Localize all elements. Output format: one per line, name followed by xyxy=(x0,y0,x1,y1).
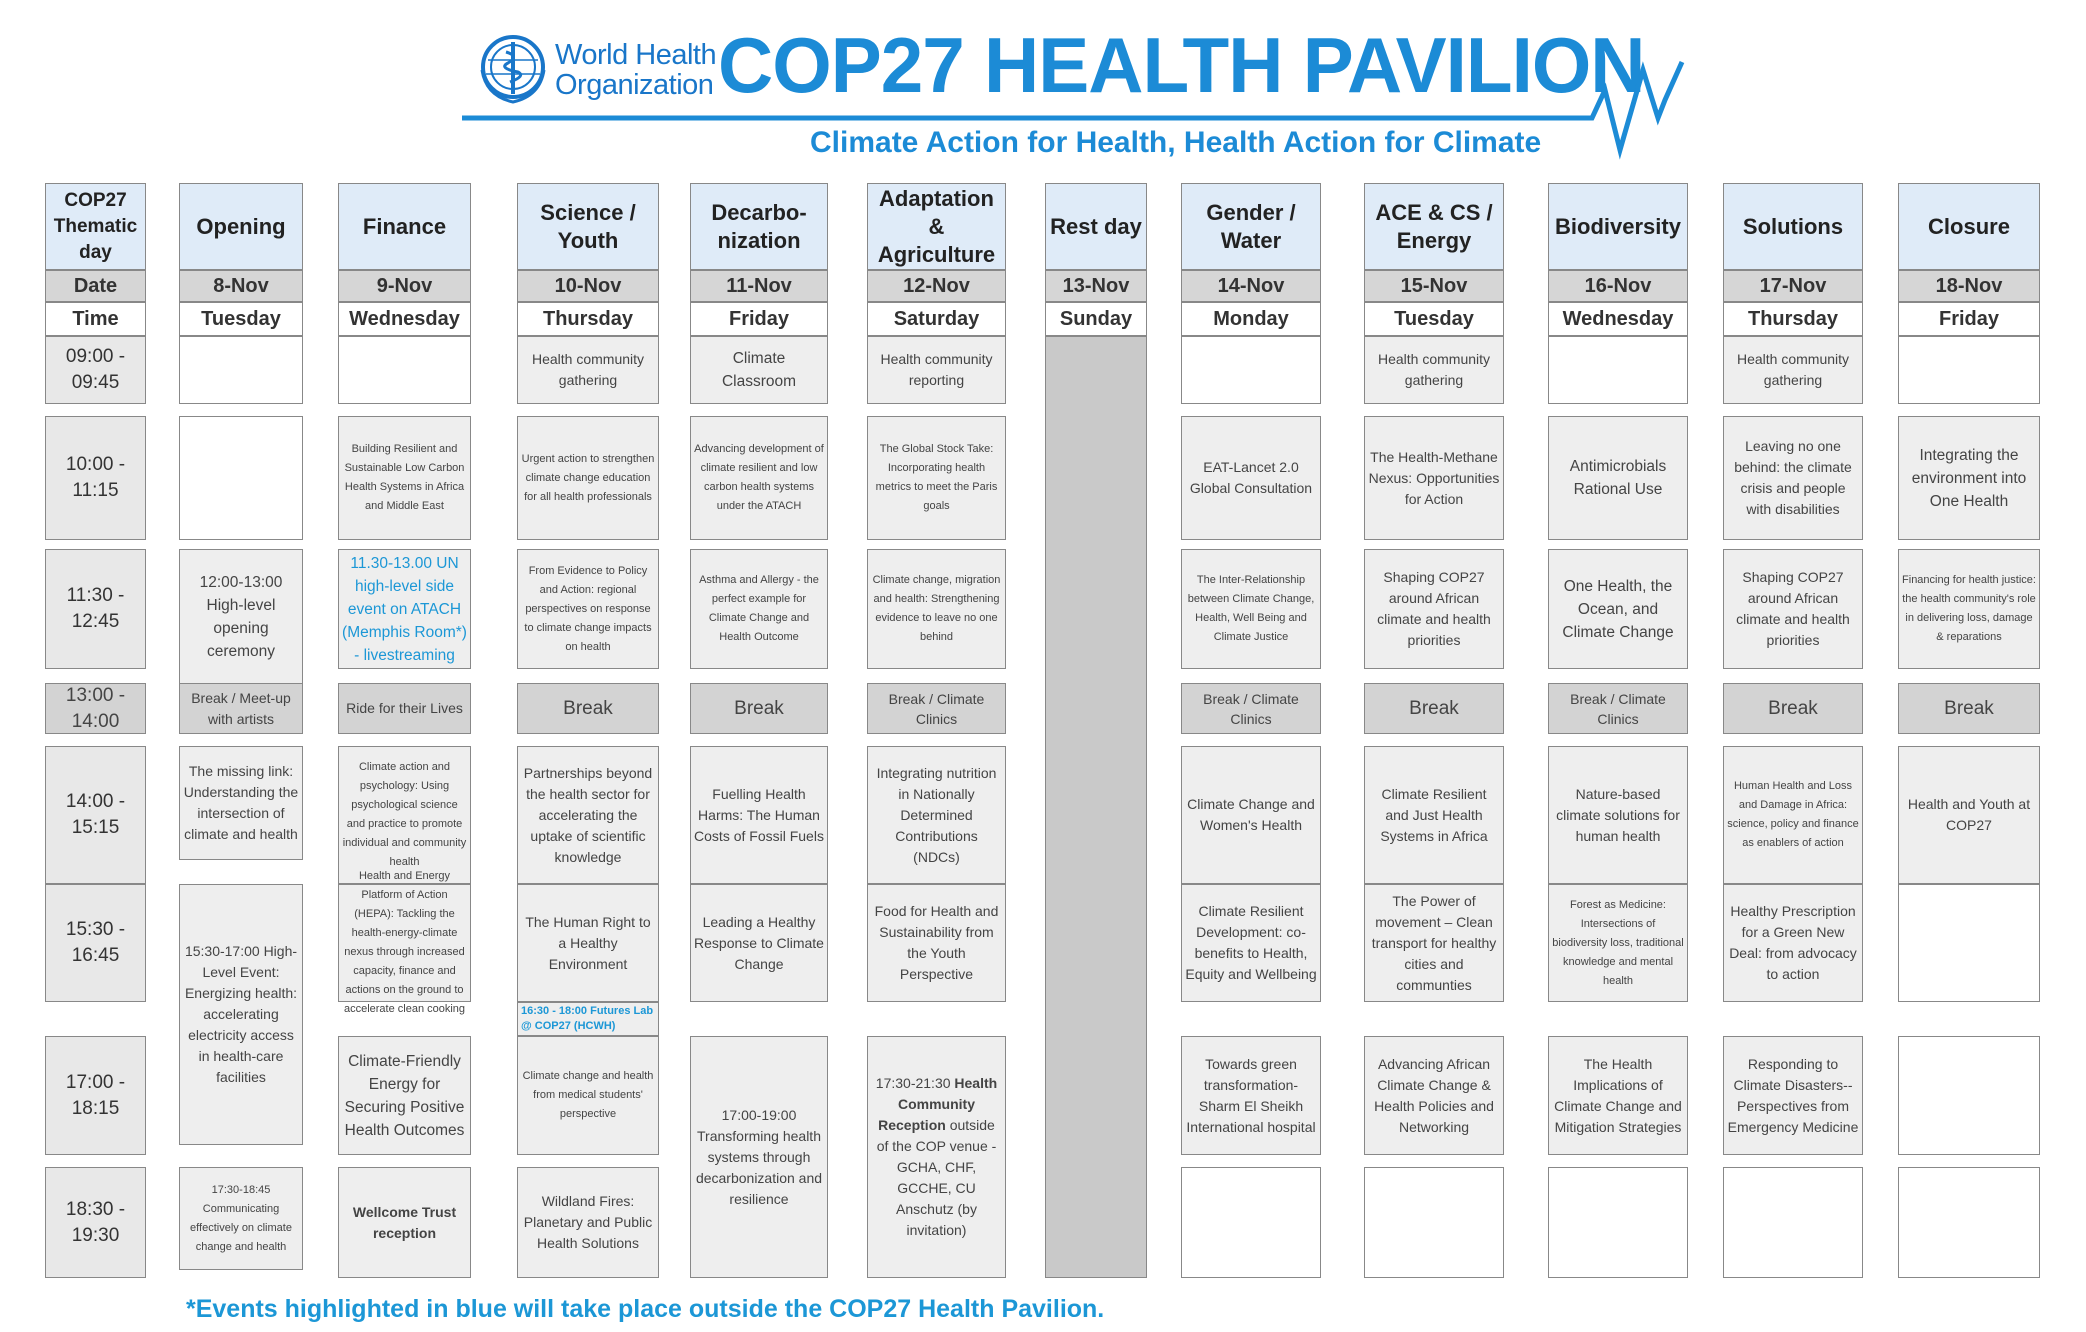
cell-text: Human Health and Loss and Damage in Africa: science, policy and finance as enablers of action xyxy=(1727,780,1859,849)
cell-text: Responding to Climate Disasters-- Perspectives from Emergency Medicine xyxy=(1727,1055,1859,1135)
event-d17-s7[interactable] xyxy=(1723,1036,1863,1155)
event-d10-s6b[interactable] xyxy=(517,1002,659,1036)
day-theme-d16 xyxy=(1548,183,1688,270)
cell-text: 13-Nov xyxy=(1062,274,1130,297)
empty-slot-d9-s1 xyxy=(338,336,471,404)
day-weekday-d18 xyxy=(1898,302,2040,336)
event-d12-s1[interactable] xyxy=(867,336,1006,404)
event-d12-s2[interactable] xyxy=(867,416,1006,540)
day-weekday-d15 xyxy=(1364,302,1504,336)
cell-text: Friday xyxy=(1938,307,2000,330)
cell-text: Integrating the environment into One Health xyxy=(1911,446,2027,510)
event-d12-s3[interactable] xyxy=(867,549,1006,669)
empty-slot-d16-s8 xyxy=(1548,1167,1688,1278)
cell-text: Break xyxy=(734,697,784,719)
event-d11-s2[interactable] xyxy=(690,416,828,540)
day-theme-d15 xyxy=(1364,183,1504,270)
cell-text: Tuesday xyxy=(1394,307,1474,330)
empty-slot-d8-s2 xyxy=(179,416,303,540)
day-weekday-d16 xyxy=(1548,302,1688,336)
cell-text: Break / Meet-up with artists xyxy=(191,689,291,727)
cell-text: From Evidence to Policy and Action: regional perspectives on response to climate change impacts on health xyxy=(524,564,652,653)
cell-text: Break xyxy=(1944,697,1994,719)
day-weekday-d14 xyxy=(1181,302,1321,336)
day-theme-d9 xyxy=(338,183,471,270)
empty-slot-d8-s1 xyxy=(179,336,303,404)
event-d18-s3[interactable] xyxy=(1898,549,2040,669)
cell-text: Climate action and psychology: Using psychological science and practice to promote individual and community health xyxy=(342,761,467,868)
event-d15-s5[interactable] xyxy=(1364,746,1504,884)
event-d18-s5[interactable] xyxy=(1898,746,2040,884)
event-d17-s4[interactable] xyxy=(1723,683,1863,734)
cell-text: 16-Nov xyxy=(1584,274,1652,297)
cell-text: One Health, the Ocean, and Climate Change xyxy=(1562,577,1674,641)
cell-text: Advancing development of climate resilient and low carbon health systems under the ATACH xyxy=(694,443,824,512)
event-d11-s3[interactable] xyxy=(690,549,828,669)
cell-text: Climate Resilient and Just Health Systems in Africa xyxy=(1380,785,1488,844)
cell-text: The Inter-Relationship between Climate Change, Health, Well Being and Climate Justice xyxy=(1187,574,1315,643)
cell-text: 09:00 - 09:45 xyxy=(65,346,126,393)
cell-text: 14-Nov xyxy=(1217,274,1285,297)
time-slot-3 xyxy=(45,549,146,669)
cell-text: 11-Nov xyxy=(726,274,792,297)
cell-text: Antimicrobials Rational Use xyxy=(1569,458,1667,498)
event-d16-s3[interactable] xyxy=(1548,549,1688,669)
date-label xyxy=(45,270,146,302)
cell-text: Financing for health justice: the health community's role in delivering loss, damage & reparations xyxy=(1902,574,2036,643)
event-d14-s6[interactable] xyxy=(1181,884,1321,1002)
day-weekday-d9 xyxy=(338,302,471,336)
cell-text: Adaptation & Agriculture xyxy=(877,185,996,267)
day-theme-d12 xyxy=(867,183,1006,270)
cell-text: Shaping COP27 around African climate and health priorities xyxy=(1377,569,1491,648)
empty-slot-d18-s1 xyxy=(1898,336,2040,404)
who-wordmark: World Health Organization xyxy=(555,39,717,101)
cell-text: Wellcome Trust reception xyxy=(352,1203,457,1241)
event-d12-s6[interactable] xyxy=(867,884,1006,1002)
day-date-d17 xyxy=(1723,270,1863,302)
cell-text: Finance xyxy=(362,213,447,239)
day-weekday-d12 xyxy=(867,302,1006,336)
event-d16-s4[interactable] xyxy=(1548,683,1688,734)
day-theme-d14 xyxy=(1181,183,1321,270)
cell-text: Break xyxy=(1409,697,1459,719)
cell-text: Integrating nutrition in Nationally Determined Contributions (NDCs) xyxy=(876,764,997,865)
event-d16-s7[interactable] xyxy=(1548,1036,1688,1155)
cell-text: 17:00 - 18:15 xyxy=(65,1071,126,1119)
event-d8-s6[interactable] xyxy=(179,884,303,1145)
day-date-d9 xyxy=(338,270,471,302)
day-date-d15 xyxy=(1364,270,1504,302)
cell-text: Closure xyxy=(1928,213,2010,239)
cell-text: Shaping COP27 around African climate and health priorities xyxy=(1736,569,1850,648)
cell-text: Building Resilient and Sustainable Low Carbon Health Systems in Africa and Middle East xyxy=(344,443,465,512)
event-d9-s6[interactable] xyxy=(338,870,471,1015)
event-d10-s1[interactable] xyxy=(517,336,659,404)
cell-text: 15-Nov xyxy=(1400,274,1468,297)
day-weekday-d10 xyxy=(517,302,659,336)
event-d9-s2[interactable] xyxy=(338,416,471,540)
event-d12-s7[interactable] xyxy=(867,1036,1006,1278)
event-d18-s2[interactable] xyxy=(1898,416,2040,540)
event-d8-s3[interactable] xyxy=(179,549,303,684)
event-d14-s3[interactable] xyxy=(1181,549,1321,669)
page-title: COP27 HEALTH PAVILION xyxy=(718,21,1645,109)
event-d10-s7[interactable] xyxy=(517,1036,659,1155)
day-date-d18 xyxy=(1898,270,2040,302)
empty-slot-d14-s1 xyxy=(1181,336,1321,404)
event-d8-s5[interactable] xyxy=(179,746,303,860)
cell-text: 17:00-19:00 Transforming health systems through decarbonization and resilience xyxy=(695,1106,823,1207)
cell-text: Climate-Friendly Energy for Securing Positive Health Outcomes xyxy=(344,1052,465,1139)
cell-text: Thursday xyxy=(1747,307,1839,330)
cell-text: 17:30-18:45 Communicating effectively on climate change and health xyxy=(190,1183,292,1253)
event-d15-s1[interactable] xyxy=(1364,336,1504,404)
day-weekday-d13 xyxy=(1045,302,1147,336)
page-subtitle: Climate Action for Health, Health Action for Climate xyxy=(810,126,1542,159)
empty-slot-d16-s1 xyxy=(1548,336,1688,404)
cell-text: Break / Climate Clinics xyxy=(888,690,985,727)
cell-text: 11:30 - 12:45 xyxy=(66,585,125,632)
cell-text: Health and Youth at COP27 xyxy=(1907,796,2031,833)
event-d14-s4[interactable] xyxy=(1181,683,1321,734)
empty-slot-d18-s6 xyxy=(1898,884,2040,1002)
event-d11-s5[interactable] xyxy=(690,746,828,884)
cell-text: 11.30-13.00 UN high-level side event on ATACH (Memphis Room*) - livestreaming xyxy=(342,554,467,664)
event-d10-s6[interactable] xyxy=(517,884,659,1002)
cell-text: Friday xyxy=(728,307,790,330)
cell-text: Tuesday xyxy=(201,307,281,330)
event-d9-s8[interactable] xyxy=(338,1167,471,1278)
cell-text: Gender / Water xyxy=(1206,199,1296,253)
cell-text: The Human Right to a Healthy Environment xyxy=(525,913,651,972)
day-weekday-d8 xyxy=(179,302,303,336)
cell-text: The Health Implications of Climate Change and Mitigation Strategies xyxy=(1554,1055,1682,1135)
cell-text: Health community gathering xyxy=(531,351,645,388)
cell-text: Break xyxy=(1768,697,1818,719)
day-date-d12 xyxy=(867,270,1006,302)
cell-text: 16:30 - 18:00 Futures Lab @ COP27 (HCWH) xyxy=(521,1005,654,1032)
cell-text: 13:00 - 14:00 xyxy=(65,684,126,732)
empty-slot-d14-s8 xyxy=(1181,1167,1321,1278)
rest-day-block xyxy=(1045,336,1147,1278)
cell-text: 12:00-13:00 High-level opening ceremony xyxy=(199,573,283,660)
cell-text: Climate Resilient Development: co-benefits to Health, Equity and Wellbeing xyxy=(1185,903,1317,982)
cell-text: COP27 Thematic day xyxy=(53,189,138,263)
footnote: *Events highlighted in blue will take place outside the COP27 Health Pavilion. xyxy=(186,1295,1105,1323)
event-d9-s4[interactable] xyxy=(338,683,471,734)
event-d15-s2[interactable] xyxy=(1364,416,1504,540)
event-d15-s3[interactable] xyxy=(1364,549,1504,669)
empty-slot-d15-s8 xyxy=(1364,1167,1504,1278)
cell-text: Leading a Healthy Response to Climate Change xyxy=(694,913,824,972)
cell-text: Climate change and health from medical students' perspective xyxy=(522,1070,654,1120)
day-date-d11 xyxy=(690,270,828,302)
event-d16-s5[interactable] xyxy=(1548,746,1688,884)
cell-text: Biodiversity xyxy=(1555,213,1681,239)
event-d10-s5[interactable] xyxy=(517,746,659,884)
cell-text: Leaving no one behind: the climate crisis and people with disabilities xyxy=(1734,438,1852,517)
day-weekday-d17 xyxy=(1723,302,1863,336)
event-d17-s6[interactable] xyxy=(1723,884,1863,1002)
cell-text: 17:30-21:30 Health Community Reception outside of the COP venue - GCHA, CHF, GCCHE, CU Anschutz (by invitation) xyxy=(875,1075,998,1238)
day-theme-d8 xyxy=(179,183,303,270)
cell-text: The Power of movement – Clean transport for healthy cities and communties xyxy=(1371,892,1497,993)
cell-text: Science / Youth xyxy=(540,199,636,253)
cell-text: 8-Nov xyxy=(213,274,269,297)
day-theme-d18 xyxy=(1898,183,2040,270)
cell-text: Healthy Prescription for a Green New Deal: from advocacy to action xyxy=(1729,903,1857,982)
time-slot-1 xyxy=(45,336,146,404)
cell-text: EAT-Lancet 2.0 Global Consultation xyxy=(1189,459,1313,496)
event-d8-s4[interactable] xyxy=(179,683,303,734)
cell-text: Wednesday xyxy=(1562,307,1674,330)
cell-text: Health community gathering xyxy=(1377,351,1491,388)
event-d12-s4[interactable] xyxy=(867,683,1006,734)
cell-text: The Health-Methane Nexus: Opportunities for Action xyxy=(1368,448,1500,507)
cell-text: Wednesday xyxy=(349,307,460,330)
cell-text: The Global Stock Take: Incorporating health metrics to meet the Paris goals xyxy=(875,443,998,512)
cell-text: Saturday xyxy=(893,307,980,330)
event-d14-s5[interactable] xyxy=(1181,746,1321,884)
event-d14-s2[interactable] xyxy=(1181,416,1321,540)
event-d10-s8[interactable] xyxy=(517,1167,659,1278)
event-d11-s4[interactable] xyxy=(690,683,828,734)
time-slot-8 xyxy=(45,1167,146,1278)
cell-text: Asthma and Allergy - the perfect example for Climate Change and Health Outcome xyxy=(699,574,819,643)
event-d17-s3[interactable] xyxy=(1723,549,1863,669)
cell-text: The missing link: Understanding the intersection of climate and health xyxy=(183,763,299,842)
cell-text: 14:00 - 15:15 xyxy=(65,791,126,838)
event-d17-s2[interactable] xyxy=(1723,416,1863,540)
event-d10-s2[interactable] xyxy=(517,416,659,540)
time-slot-5 xyxy=(45,746,146,884)
cell-text: Time xyxy=(72,307,119,330)
cell-text: Opening xyxy=(196,213,286,239)
time-slot-7 xyxy=(45,1036,146,1155)
cell-text: 10-Nov xyxy=(554,274,622,297)
day-date-d13 xyxy=(1045,270,1147,302)
day-date-d14 xyxy=(1181,270,1321,302)
cell-text: 9-Nov xyxy=(376,274,433,297)
event-d16-s6[interactable] xyxy=(1548,884,1688,1002)
cell-text: Thursday xyxy=(542,307,634,330)
day-theme-d13 xyxy=(1045,183,1147,270)
cell-text: Break / Climate Clinics xyxy=(1570,690,1666,727)
cell-text: Decarbo- nization xyxy=(711,199,807,253)
cell-text: 15:30 - 16:45 xyxy=(65,919,126,966)
cell-text: 18-Nov xyxy=(1935,274,2003,297)
day-theme-d11 xyxy=(690,183,828,270)
cell-text: Advancing African Climate Change & Health Policies and Networking xyxy=(1374,1055,1494,1135)
cell-text: Monday xyxy=(1213,307,1289,330)
cell-text: Solutions xyxy=(1742,213,1844,239)
empty-slot-d18-s7 xyxy=(1898,1036,2040,1155)
time-slot-4 xyxy=(45,683,146,734)
event-d12-s5[interactable] xyxy=(867,746,1006,884)
cell-text: Wildland Fires: Planetary and Public Health Solutions xyxy=(523,1193,653,1251)
day-date-d16 xyxy=(1548,270,1688,302)
event-d17-s1[interactable] xyxy=(1723,336,1863,404)
event-d9-s3[interactable] xyxy=(338,549,471,669)
cell-text: Towards green transformation-Sharm El Sheikh International hospital xyxy=(1186,1055,1316,1135)
cell-text: Fuelling Health Harms: The Human Costs of Fossil Fuels xyxy=(694,785,824,844)
event-d9-s5[interactable] xyxy=(338,746,471,884)
time-slot-6 xyxy=(45,884,146,1002)
event-d15-s7[interactable] xyxy=(1364,1036,1504,1155)
event-d8-s8[interactable] xyxy=(179,1167,303,1270)
cell-text: Nature-based climate solutions for human health xyxy=(1556,785,1680,844)
event-d15-s4[interactable] xyxy=(1364,683,1504,734)
empty-slot-d18-s8 xyxy=(1898,1167,2040,1278)
event-d11-s7[interactable] xyxy=(690,1036,828,1278)
cell-text: Climate Change and Women's Health xyxy=(1187,796,1315,833)
cell-text: 10:00 - 11:15 xyxy=(65,454,126,501)
cell-text: 12-Nov xyxy=(903,274,970,297)
cell-text: Urgent action to strengthen climate change education for all health professionals xyxy=(521,452,655,503)
cell-text: Ride for their Lives xyxy=(346,700,463,716)
day-theme-d17 xyxy=(1723,183,1863,270)
thematic-day-label xyxy=(45,183,146,270)
event-d18-s4[interactable] xyxy=(1898,683,2040,734)
time-label xyxy=(45,302,146,336)
day-theme-d10 xyxy=(517,183,659,270)
cell-text: 17-Nov xyxy=(1759,274,1827,297)
cell-text: Health and Energy Platform of Action (HEPA): Tackling the health-energy-climate nexus through increased capacity, finance and actions on the ground to accelerate clean cooking xyxy=(343,870,466,1015)
day-date-d8 xyxy=(179,270,303,302)
cell-text: 15:30-17:00 High-Level Event: Energizing health: accelerating electricity access in health-care facilities xyxy=(184,943,298,1085)
cell-text: Break / Climate Clinics xyxy=(1203,690,1299,727)
cell-text: 18:30 - 19:30 xyxy=(65,1198,126,1246)
cell-text: Sunday xyxy=(1059,307,1133,330)
cell-text: Health community gathering xyxy=(1736,351,1850,388)
cell-text: ACE & CS / Energy xyxy=(1375,199,1493,253)
event-d17-s5[interactable] xyxy=(1723,746,1863,884)
empty-slot-d17-s8 xyxy=(1723,1167,1863,1278)
cell-text: Date xyxy=(73,274,118,297)
cell-text: Food for Health and Sustainability from the Youth Perspective xyxy=(874,903,999,982)
cell-text: Climate Classroom xyxy=(721,350,797,390)
cell-text: Rest day xyxy=(1050,213,1142,239)
cell-text: Break xyxy=(563,697,613,719)
cell-text: Climate change, migration and health: Strengthening evidence to leave no one behind xyxy=(872,574,1001,643)
event-d11-s1[interactable] xyxy=(690,336,828,404)
time-slot-2 xyxy=(45,416,146,540)
event-d9-s7[interactable] xyxy=(338,1036,471,1155)
event-d14-s7[interactable] xyxy=(1181,1036,1321,1155)
event-d10-s4[interactable] xyxy=(517,683,659,734)
cell-text: Partnerships beyond the health sector for accelerating the uptake of scientific knowledge xyxy=(523,764,653,865)
day-weekday-d11 xyxy=(690,302,828,336)
event-d16-s2[interactable] xyxy=(1548,416,1688,540)
cell-text: Health community reporting xyxy=(880,351,993,388)
event-d11-s6[interactable] xyxy=(690,884,828,1002)
event-d15-s6[interactable] xyxy=(1364,884,1504,1002)
cell-text: Forest as Medicine: Intersections of biodiversity loss, traditional knowledge and mental health xyxy=(1552,898,1684,987)
event-d10-s3[interactable] xyxy=(517,549,659,669)
day-date-d10 xyxy=(517,270,659,302)
